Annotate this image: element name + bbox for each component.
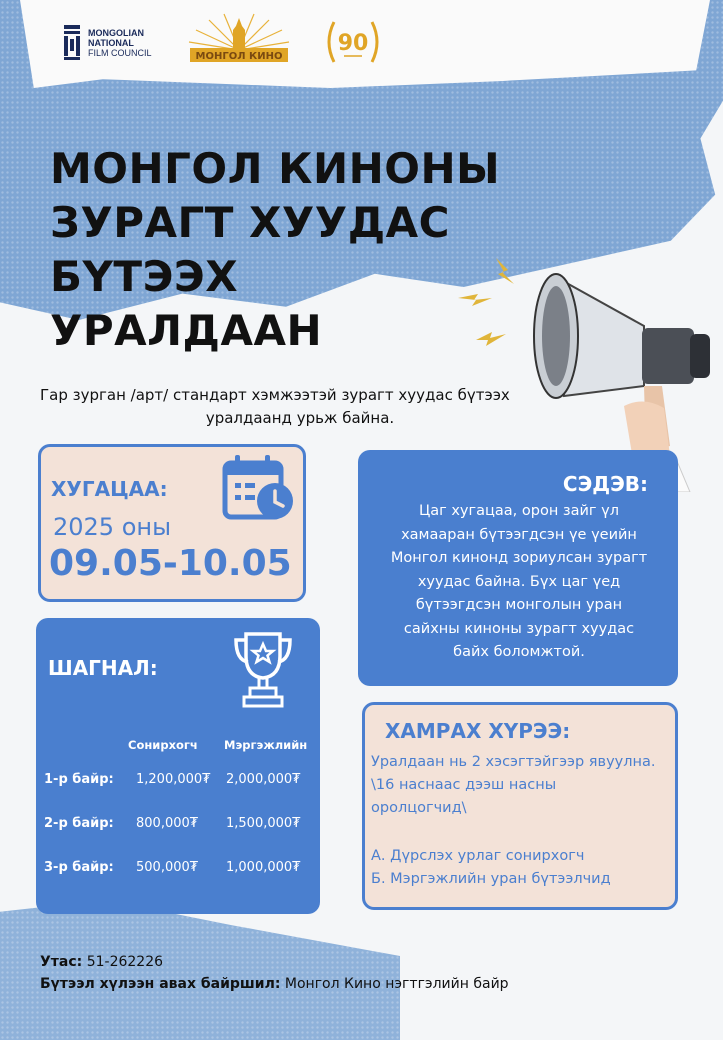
- prize-column-header: Мэргэжлийн: [224, 738, 308, 752]
- prize-label: ШАГНАЛ:: [48, 656, 158, 680]
- phone-label: Утас:: [40, 954, 83, 970]
- torn-paper-bottom: [0, 900, 400, 1040]
- prize-place-label: 1-р байр:: [44, 772, 114, 787]
- title-line: МОНГОЛ КИНОНЫ: [50, 144, 501, 193]
- theme-label: СЭДЭВ:: [562, 472, 648, 496]
- prize-place-label: 3-р байр:: [44, 860, 114, 875]
- phone-line: [40, 954, 163, 970]
- prize-column-header: Сонирхогч: [128, 738, 198, 752]
- time-dates: 09.05-10.05: [49, 543, 292, 584]
- anniversary-number: 90: [337, 31, 369, 56]
- participants-option: А. Дүрслэх урлаг сонирхогч: [371, 848, 585, 864]
- location-line: [40, 976, 509, 992]
- participants-card: [362, 702, 678, 910]
- calendar-clock-icon: [221, 453, 297, 523]
- prize-amateur-value: 800,000₮: [136, 816, 199, 831]
- prize-place-label: 2-р байр:: [44, 816, 114, 831]
- intro-line: уралдаанд урьж байна.: [205, 409, 395, 427]
- theme-card: [358, 450, 678, 686]
- participants-body: [371, 751, 677, 820]
- prize-amateur-value: 1,200,000₮: [136, 772, 211, 787]
- trophy-icon: [232, 630, 294, 710]
- theme-body: Цаг хугацаа, орон зайг үл хамааран бүтээгдсэн үе үеийн Монгол кинонд зориулсан зурагт хуудас байна. Бүх цаг үед бүтээгдсэн монголын уран сайхны киноны зурагт хуудас байх боломжтой.: [390, 503, 648, 660]
- prize-professional-value: 2,000,000₮: [226, 772, 301, 787]
- film-council-emblem-icon: [62, 25, 82, 61]
- prize-professional-value: 1,000,000₮: [226, 860, 301, 875]
- title-line: ЗУРАГТ ХУУДАС БҮТЭЭХ: [50, 198, 450, 301]
- participants-line: оролцогчид\: [371, 800, 467, 816]
- time-label: ХУГАЦАА:: [51, 477, 168, 501]
- participants-option: Б. Мэргэжлийн уран бүтээлчид: [371, 871, 611, 887]
- prize-amateur-value: 500,000₮: [136, 860, 199, 875]
- intro-line: Гар зурган /арт/ стандарт хэмжээтэй зурагт хуудас бүтээх: [40, 386, 510, 404]
- film-council-logo: [62, 18, 172, 68]
- location-value: Монгол Кино нэгтгэлийн байр: [284, 976, 509, 992]
- intro-text: [40, 384, 560, 430]
- participants-label: ХАМРАХ ХҮРЭЭ:: [385, 719, 571, 743]
- location-label: Бүтээл хүлээн авах байршил:: [40, 976, 281, 992]
- anniversary-90-logo: [322, 12, 384, 70]
- prize-card: [36, 618, 320, 914]
- logo-text-line: FILM COUNCIL: [88, 48, 152, 58]
- participants-line: Уралдаан нь 2 хэсэгтэйгээр явуулна.: [371, 754, 656, 770]
- participants-options: [371, 845, 677, 891]
- mongol-kino-logo-text: МОНГОЛ КИНО: [195, 51, 283, 62]
- mongol-kino-logo: [184, 12, 294, 72]
- time-year: 2025 оны: [53, 513, 172, 541]
- phone-number: 51-262226: [86, 954, 164, 970]
- time-card: [38, 444, 306, 602]
- participants-line: \16 наснаас дээш насны: [371, 777, 557, 793]
- logo-text-line: NATIONAL: [88, 38, 134, 48]
- title-line: УРАЛДААН: [50, 306, 323, 355]
- logo-text-line: MONGOLIAN: [88, 28, 144, 38]
- prize-professional-value: 1,500,000₮: [226, 816, 301, 831]
